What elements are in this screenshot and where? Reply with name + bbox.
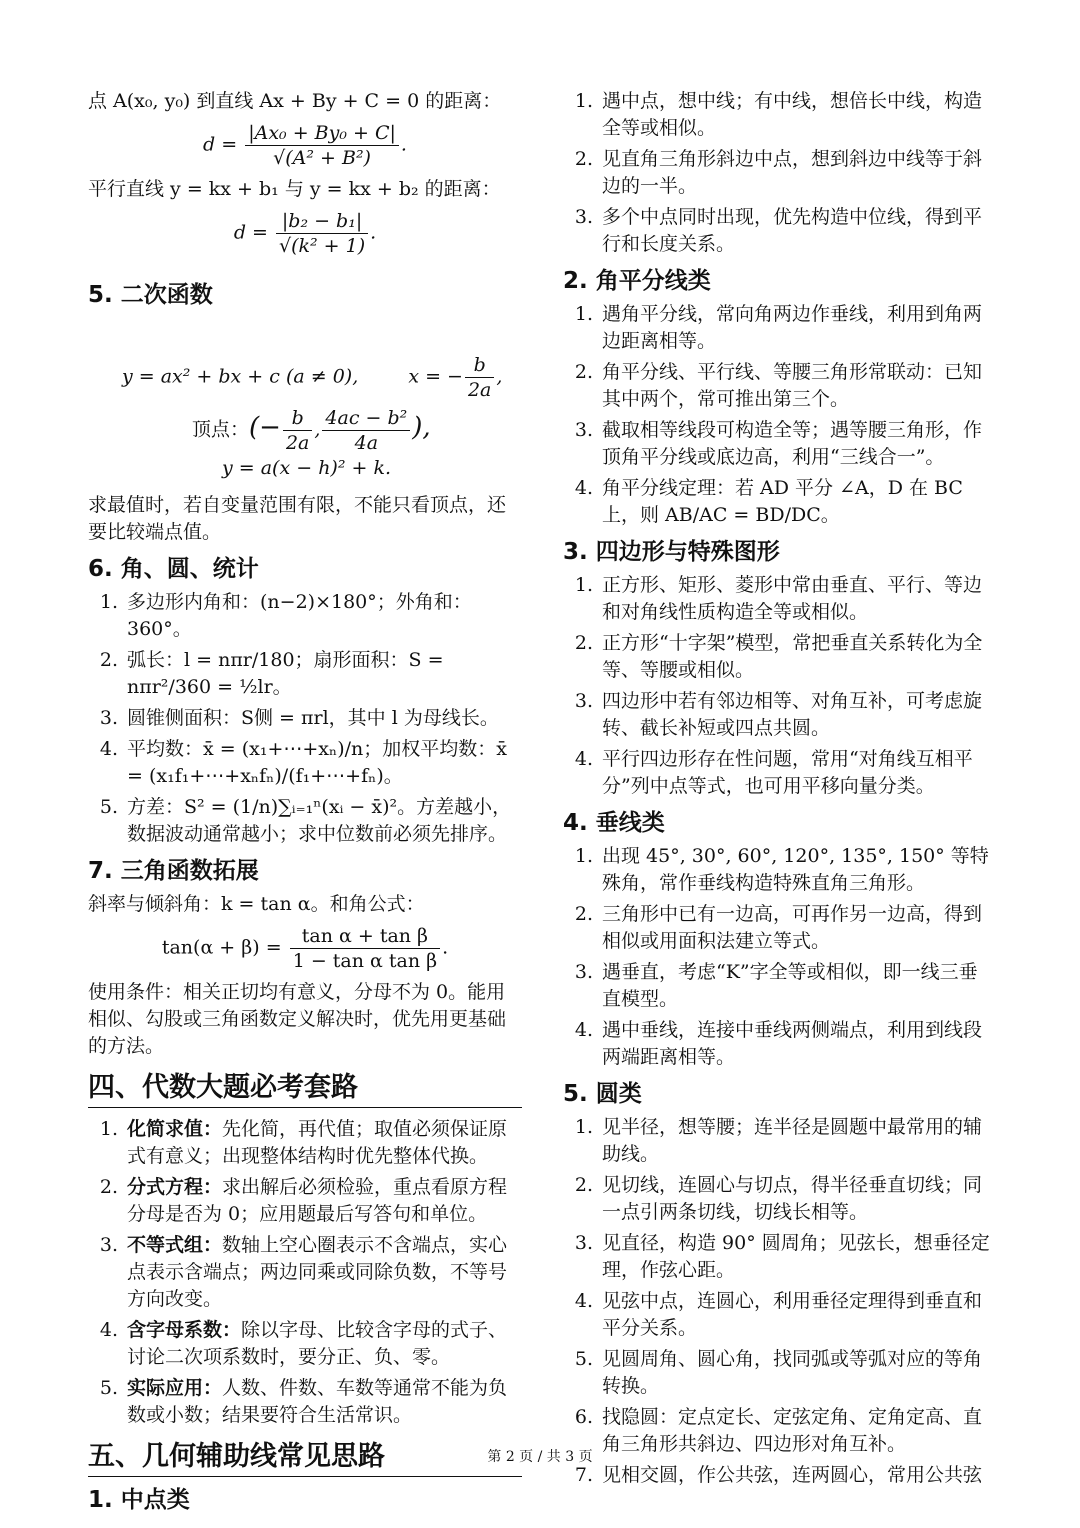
item-text bbox=[127, 1174, 522, 1228]
item-number: 5. bbox=[99, 1377, 118, 1399]
list-item bbox=[88, 705, 522, 732]
right-column bbox=[563, 88, 993, 1493]
part-heading: 五、几何辅助线常见思路 bbox=[88, 1443, 522, 1477]
quadratic-formulas bbox=[88, 353, 522, 482]
section-heading: 7. 三角函数拓展 bbox=[88, 858, 259, 884]
list-item bbox=[563, 146, 993, 200]
fraction bbox=[245, 121, 399, 170]
item-text: 角平分线定理：若 AD 平分 ∠A，D 在 BC 上，则 AB/AC = BD/DC。 bbox=[602, 477, 963, 526]
item-number: 2. bbox=[99, 1176, 118, 1198]
item-body: 求出解后必须检验，重点看原方程分母是否为 0；应用题最后写答句和单位。 bbox=[127, 1176, 508, 1225]
item-text: 见弦中点，连圆心，利用垂径定理得到垂直和平分关系。 bbox=[602, 1290, 983, 1339]
part-heading: 四、代数大题必考套路 bbox=[88, 1074, 522, 1108]
list-item bbox=[563, 1172, 993, 1226]
list-item bbox=[563, 301, 993, 355]
fraction bbox=[465, 353, 494, 402]
item-keyword: 化简求值： bbox=[127, 1118, 223, 1140]
list-item bbox=[88, 589, 522, 643]
item-text: 见切线，连圆心与切点，得半径垂直切线；同一点引两条切线，切线长相等。 bbox=[602, 1174, 983, 1223]
item-number: 1. bbox=[574, 845, 593, 867]
item-number: 3. bbox=[574, 206, 593, 228]
item-number: 4. bbox=[99, 738, 118, 760]
page-footer: 第 2 页 / 共 3 页 bbox=[487, 1449, 593, 1465]
item-body: 数轴上空心圈表示不含端点，实心点表示含端点；两边同乘或同除负数，不等号方向改变。 bbox=[127, 1234, 508, 1310]
item-number: 3. bbox=[99, 707, 118, 729]
numerator: 4ac − b² bbox=[322, 406, 410, 431]
list bbox=[88, 1116, 522, 1429]
list-item bbox=[563, 417, 993, 471]
denominator: 2a bbox=[285, 432, 310, 454]
item-number: 1. bbox=[99, 591, 118, 613]
quadratic-general-form: y = ax² + bx + c (a ≠ 0), bbox=[122, 365, 359, 388]
item-text: 三角形中已有一边高，可再作另一边高，得到相似或用面积法建立等式。 bbox=[602, 903, 983, 952]
item-number: 2. bbox=[574, 632, 593, 654]
item-number: 4. bbox=[99, 1319, 118, 1341]
formula-lhs: d = bbox=[203, 133, 238, 156]
list bbox=[563, 88, 993, 258]
list-item bbox=[88, 647, 522, 701]
quadratic-vertex bbox=[88, 406, 522, 455]
section-heading: 4. 垂线类 bbox=[563, 810, 665, 836]
fraction bbox=[290, 924, 440, 973]
item-text bbox=[127, 1375, 522, 1429]
list-item bbox=[88, 1317, 522, 1371]
fraction bbox=[322, 406, 410, 455]
denominator: 4a bbox=[354, 432, 379, 454]
item-text: 出现 45°, 30°, 60°, 120°, 135°, 150° 等特殊角，常作垂线构造特殊直角三角形。 bbox=[602, 845, 989, 894]
item-text: 遇垂直，考虑“K”字全等或相似，即一线三垂直模型。 bbox=[602, 961, 978, 1010]
item-number: 3. bbox=[574, 961, 593, 983]
item-text: 见半径，想等腰；连半径是圆题中最常用的辅助线。 bbox=[602, 1116, 983, 1165]
item-number: 1. bbox=[574, 574, 593, 596]
denominator: 1 − tan α tan β bbox=[292, 950, 438, 972]
item-text: 遇中垂线，连接中垂线两侧端点，利用到线段两端距离相等。 bbox=[602, 1019, 983, 1068]
formula-tail: . bbox=[370, 221, 377, 244]
item-number: 4. bbox=[574, 1019, 593, 1041]
left-column bbox=[88, 88, 522, 1520]
item-text: 四边形中若有邻边相等、对角互补，可考虑旋转、截长补短或四点共圆。 bbox=[602, 690, 983, 739]
item-number: 2. bbox=[99, 649, 118, 671]
list bbox=[563, 843, 993, 1071]
list-item bbox=[88, 1116, 522, 1170]
tan-sum-formula bbox=[88, 924, 522, 973]
list-item bbox=[88, 1174, 522, 1228]
fraction bbox=[276, 209, 368, 258]
list-item bbox=[563, 688, 993, 742]
item-number: 1. bbox=[574, 90, 593, 112]
list-item bbox=[563, 1288, 993, 1342]
item-text: 遇中点，想中线；有中线，想倍长中线，构造全等或相似。 bbox=[602, 90, 983, 139]
formula-lhs: tan(α + β) = bbox=[161, 936, 282, 959]
distance-formula bbox=[88, 121, 522, 170]
denominator: 2a bbox=[467, 379, 492, 401]
item-text: 多边形内角和：(n−2)×180°；外角和：360°。 bbox=[127, 591, 472, 640]
numerator: b bbox=[283, 406, 312, 431]
list-item bbox=[563, 1462, 993, 1489]
item-text bbox=[127, 1317, 522, 1371]
item-number: 1. bbox=[99, 1118, 118, 1140]
item-text: 角平分线、平行线、等腰三角形常联动：已知其中两个，常可推出第三个。 bbox=[602, 361, 983, 410]
list-item bbox=[563, 88, 993, 142]
formula-tail: , bbox=[496, 365, 503, 388]
trig-note: 使用条件：相关正切均有意义，分母不为 0。能用相似、勾股或三角函数定义解决时，优先用更基础的方法。 bbox=[88, 981, 507, 1057]
item-text: 平行四边形存在性问题，常用“对角线互相平分”列中点等式，也可用平移向量分类。 bbox=[602, 748, 973, 797]
formula-tail: . bbox=[400, 133, 407, 156]
item-number: 1. bbox=[574, 1116, 593, 1138]
comma: , bbox=[314, 418, 321, 441]
item-body: 人数、件数、车数等通常不能为负数或小数；结果要符合生活常识。 bbox=[127, 1377, 508, 1426]
section-heading: 3. 四边形与特殊图形 bbox=[563, 539, 780, 565]
list-item bbox=[88, 1375, 522, 1429]
item-number: 5. bbox=[574, 1348, 593, 1370]
item-keyword: 含字母系数： bbox=[127, 1319, 242, 1341]
item-text: 弧长：l = nπr/180；扇形面积：S = nπr²/360 = ½lr。 bbox=[127, 649, 444, 698]
numerator: |b₂ − b₁| bbox=[276, 209, 368, 234]
item-text bbox=[127, 1116, 522, 1170]
item-text: 见直角三角形斜边中点，想到斜边中线等于斜边的一半。 bbox=[602, 148, 983, 197]
item-keyword: 不等式组： bbox=[127, 1234, 223, 1256]
distance-intro: 点 A(x₀, y₀) 到直线 Ax + By + C = 0 的距离： bbox=[88, 90, 502, 112]
item-number: 4. bbox=[574, 477, 593, 499]
section-heading: 2. 角平分线类 bbox=[563, 268, 711, 294]
item-number: 2. bbox=[574, 148, 593, 170]
item-text: 正方形、矩形、菱形中常由垂直、平行、等边和对角线性质构造全等或相似。 bbox=[602, 574, 983, 623]
list-item bbox=[563, 1017, 993, 1071]
quadratic-vertex-form: y = a(x − h)² + k. bbox=[222, 457, 392, 479]
list-item bbox=[563, 204, 993, 258]
denominator: √(A² + B²) bbox=[273, 147, 371, 169]
paren-close: ), bbox=[412, 412, 431, 443]
quadratic-line-1 bbox=[88, 353, 522, 402]
item-number: 3. bbox=[99, 1234, 118, 1256]
item-body: 先化简，再代值；取值必须保证原式有意义；出现整体结构时优先整体代换。 bbox=[127, 1118, 508, 1167]
list-item bbox=[563, 475, 993, 529]
item-text: 正方形“十字架”模型，常把垂直关系转化为全等、等腰或相似。 bbox=[602, 632, 983, 681]
item-number: 5. bbox=[99, 796, 118, 818]
item-number: 7. bbox=[574, 1464, 593, 1486]
item-text: 见相交圆，作公共弦，连两圆心，常用公共弦 bbox=[602, 1464, 983, 1486]
numerator: tan α + tan β bbox=[290, 924, 440, 949]
quadratic-note: 求最值时，若自变量范围有限，不能只看顶点，还要比较端点值。 bbox=[88, 494, 507, 543]
list-item bbox=[563, 359, 993, 413]
list-item bbox=[563, 630, 993, 684]
item-number: 3. bbox=[574, 690, 593, 712]
numerator: |Ax₀ + By₀ + C| bbox=[245, 121, 399, 146]
section-heading: 5. 圆类 bbox=[563, 1081, 642, 1107]
item-number: 6. bbox=[574, 1406, 593, 1428]
list bbox=[563, 301, 993, 529]
list-item bbox=[563, 901, 993, 955]
item-number: 4. bbox=[574, 1290, 593, 1312]
formula-tail: . bbox=[442, 936, 449, 959]
item-text: 找隐圆：定点定长、定弦定角、定角定高、直角三角形共斜边、四边形对角互补。 bbox=[602, 1406, 983, 1455]
item-keyword: 分式方程： bbox=[127, 1176, 223, 1198]
vertex-label: 顶点： bbox=[192, 418, 250, 441]
list-item bbox=[563, 1346, 993, 1400]
item-number: 2. bbox=[574, 361, 593, 383]
axis-of-symmetry: x = − bbox=[408, 365, 463, 388]
list-item bbox=[88, 1232, 522, 1313]
item-text: 多个中点同时出现，优先构造中位线，得到平行和长度关系。 bbox=[602, 206, 983, 255]
section-heading: 5. 二次函数 bbox=[88, 282, 213, 308]
item-text: 截取相等线段可构造全等；遇等腰三角形，作顶角平分线或底边高，利用“三线合一”。 bbox=[602, 419, 983, 468]
item-number: 4. bbox=[574, 748, 593, 770]
item-text: 见圆周角、圆心角，找同弧或等弧对应的等角转换。 bbox=[602, 1348, 983, 1397]
item-number: 3. bbox=[574, 419, 593, 441]
item-text: 遇角平分线，常向角两边作垂线，利用到角两边距离相等。 bbox=[602, 303, 983, 352]
item-keyword: 实际应用： bbox=[127, 1377, 223, 1399]
list-item bbox=[563, 572, 993, 626]
parallel-formula bbox=[88, 209, 522, 258]
list-item bbox=[563, 746, 993, 800]
section-heading: 1. 中点类 bbox=[88, 1487, 190, 1513]
fraction bbox=[283, 406, 312, 455]
item-text: 见直径，构造 90° 圆周角；见弦长，想垂径定理，作弦心距。 bbox=[602, 1232, 990, 1281]
item-text bbox=[127, 1232, 522, 1313]
list bbox=[88, 589, 522, 848]
list-item bbox=[563, 959, 993, 1013]
list-item bbox=[88, 794, 522, 848]
numerator: b bbox=[465, 353, 494, 378]
list-item bbox=[563, 1230, 993, 1284]
item-text: 平均数：x̄ = (x₁+⋯+xₙ)/n；加权平均数：x̄ = (x₁f₁+⋯+xₙfₙ)/(f₁+⋯+fₙ)。 bbox=[127, 738, 508, 787]
parallel-intro: 平行直线 y = kx + b₁ 与 y = kx + b₂ 的距离： bbox=[88, 178, 501, 200]
paren-open: (− bbox=[249, 412, 281, 443]
list-item bbox=[88, 736, 522, 790]
item-body: 除以字母、比较含字母的式子、讨论二次项系数时，要分正、负、零。 bbox=[127, 1319, 508, 1368]
section-heading: 6. 角、圆、统计 bbox=[88, 556, 259, 582]
trig-intro: 斜率与倾斜角：k = tan α。和角公式： bbox=[88, 893, 425, 915]
item-text: 方差：S² = (1/n)∑ᵢ₌₁ⁿ(xᵢ − x̄)²。方差越小，数据波动通常越小；求中位数前必须先排序。 bbox=[127, 796, 512, 845]
list-item bbox=[563, 1114, 993, 1168]
formula-lhs: d = bbox=[233, 221, 268, 244]
list-item bbox=[563, 843, 993, 897]
item-number: 3. bbox=[574, 1232, 593, 1254]
list bbox=[563, 572, 993, 800]
item-number: 2. bbox=[574, 903, 593, 925]
item-number: 2. bbox=[574, 1174, 593, 1196]
denominator: √(k² + 1) bbox=[278, 235, 366, 257]
item-number: 1. bbox=[574, 303, 593, 325]
item-text: 圆锥侧面积：S侧 = πrl，其中 l 为母线长。 bbox=[127, 707, 499, 729]
list bbox=[563, 1114, 993, 1489]
